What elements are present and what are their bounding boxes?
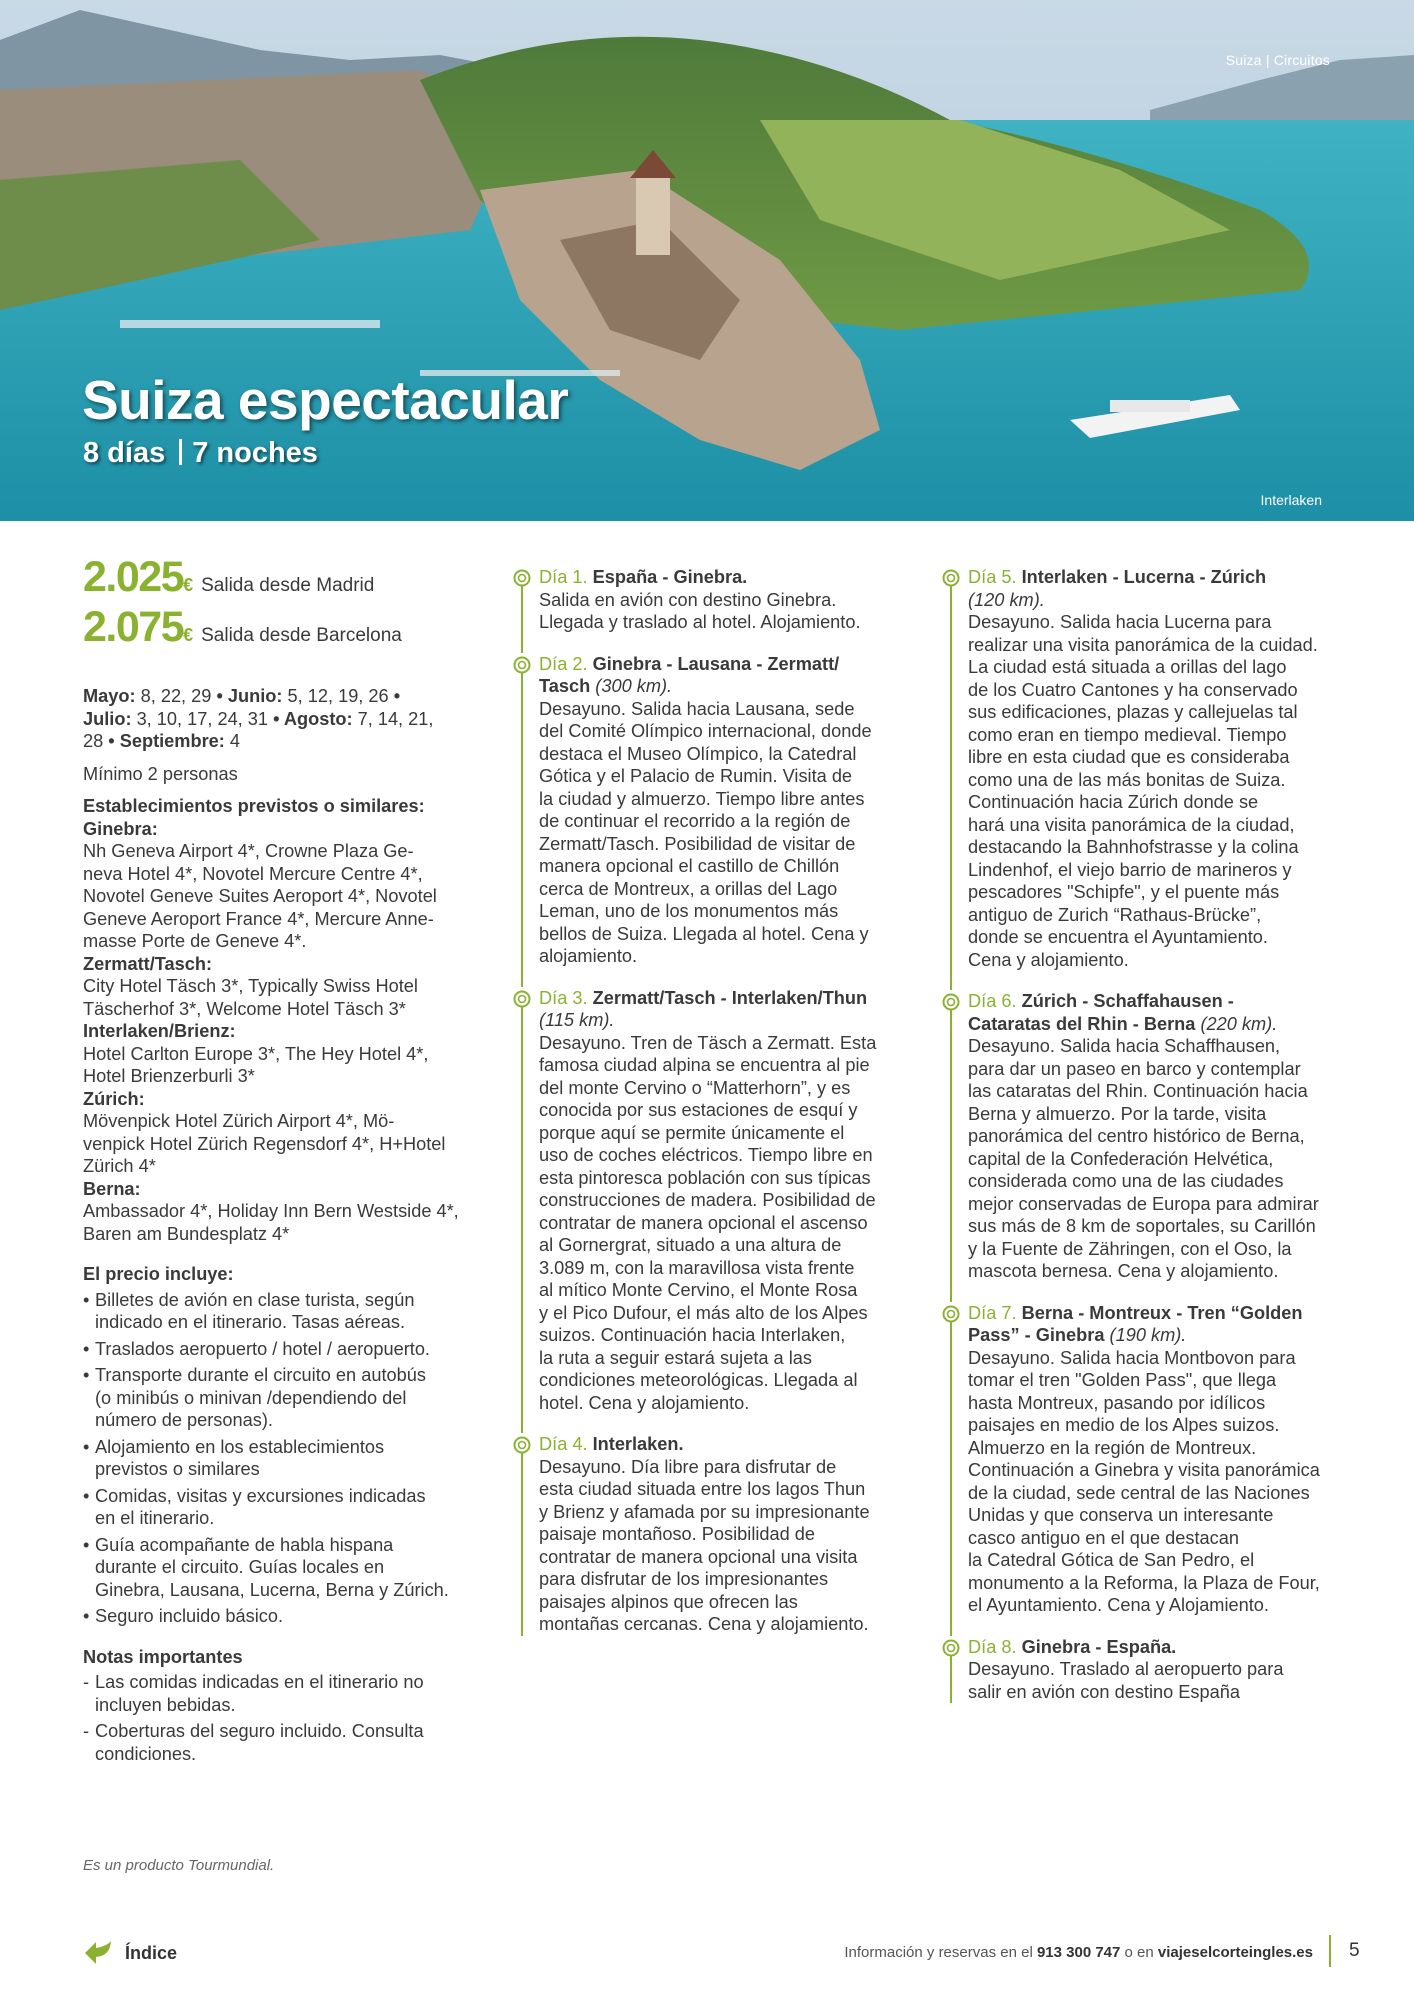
month-dates: 7, 14, 21,	[357, 708, 434, 729]
list-item	[83, 1671, 483, 1716]
hotel-names-line: Zürich 4*	[83, 1156, 156, 1176]
day-route: Zúrich - Schaffahausen -	[1021, 991, 1234, 1011]
day-heading-line	[968, 990, 1337, 1013]
day-description-line: Desayuno. Día libre para disfrutar de	[539, 1456, 837, 1477]
day-description-line: de los Cuatro Cantones y ha conservado	[968, 679, 1298, 700]
day-route: España - Ginebra.	[592, 567, 748, 587]
day-description-line: antiguo de Zurich “Rathaus-Brücke”,	[968, 904, 1262, 925]
index-label: Índice	[125, 1942, 178, 1963]
day-heading-line	[539, 1009, 908, 1032]
day-description-line: sus edificaciones, plazas y callejuelas tal	[968, 702, 1298, 722]
bullet-marker: •	[83, 1485, 90, 1506]
list-item	[83, 1534, 483, 1602]
day-description-line: las cataratas del Rhin. Continuación hacia	[968, 1081, 1308, 1101]
day-heading	[539, 566, 908, 589]
list-item-line: en el itinerario.	[95, 1508, 215, 1528]
photo-caption: Interlaken	[1260, 492, 1322, 508]
bullet-marker: -	[83, 1672, 90, 1692]
bullet-marker: •	[83, 1289, 90, 1310]
price-currency: €	[183, 625, 194, 645]
day-description-line: uso de coches eléctricos. Tiempo libre en	[539, 1145, 873, 1165]
page-title: Suiza espectacular	[82, 369, 569, 431]
itinerary-day	[508, 566, 908, 634]
hotel-city-name: Interlaken/Brienz:	[83, 1021, 236, 1041]
day-description-line: donde se encuentra el Ayuntamiento.	[968, 927, 1268, 947]
month-dates: 28	[83, 731, 104, 751]
list-item-line: condiciones.	[95, 1743, 197, 1764]
day-number: Día 1.	[539, 567, 588, 587]
month-dates: 3, 10, 17, 24, 31	[136, 708, 269, 729]
list-item	[83, 1436, 483, 1481]
hotel-city-name: Zermatt/Tasch:	[83, 953, 213, 974]
notes-title: Notas importantes	[83, 1646, 243, 1667]
list-item-line: Seguro incluido básico.	[95, 1606, 284, 1626]
day-description-line: Salida en avión con destino Ginebra.	[539, 589, 837, 610]
hotel-names-line: venpick Hotel Zürich Regensdorf 4*, H+Hotel	[83, 1133, 446, 1154]
day-route: Berna - Montreux - Tren “Golden	[1021, 1302, 1303, 1323]
day-description-line: esta ciudad situada entre los lagos Thun	[539, 1479, 866, 1499]
day-description-line: porque aquí se permite únicamente el	[539, 1122, 845, 1143]
day-description-line: hotel. Cena y alojamiento.	[539, 1392, 750, 1413]
day-description-line: construcciones de madera. Posibilidad de	[539, 1190, 876, 1210]
month-label: Agosto:	[283, 708, 353, 729]
day-description-line: como una de las más bonitas de Suiza.	[968, 769, 1286, 790]
day-description-line: casco antiguo en el que destacan	[968, 1527, 1239, 1548]
day-description-line: paisajes en medio de los Alpes suizos.	[968, 1415, 1280, 1435]
date-separator: •	[388, 686, 401, 706]
day-description-line: manera opcional el castillo de Chillón	[539, 856, 840, 876]
duration-days: 8 días	[83, 437, 166, 469]
day-description-line: capital de la Confederación Helvética,	[968, 1148, 1274, 1169]
day-heading-line	[968, 589, 1337, 612]
day-description-line: Desayuno. Tren de Täsch a Zermatt. Esta	[539, 1032, 877, 1053]
day-description-line: contratar de manera opcional el ascenso	[539, 1212, 868, 1233]
day-description-line: Leman, uno de los monumentos más	[539, 901, 839, 921]
day-heading-line	[539, 653, 908, 676]
hotel-names-line: masse Porte de Geneve 4*.	[83, 931, 307, 951]
duration-nights: 7 noches	[192, 437, 318, 469]
hotel-city-name: Ginebra:	[83, 818, 158, 839]
day-description-line: destacando la Bahnhofstrasse y la colina	[968, 837, 1299, 857]
day-description-line: la ruta a seguir estará sujeta a las	[539, 1347, 812, 1368]
timeline-node-icon	[513, 990, 531, 1008]
includes-list	[83, 1289, 483, 1628]
day-heading-line	[968, 1013, 1337, 1036]
day-heading	[968, 1302, 1337, 1347]
list-item-line: Coberturas del seguro incluido. Consulta	[95, 1721, 424, 1741]
day-description-line: Zermatt/Tasch. Posibilidad de visitar de	[539, 833, 856, 854]
day-description-line: Cena y alojamiento.	[968, 949, 1129, 970]
day-number: Día 7.	[968, 1302, 1017, 1323]
day-description-line: para disfrutar de los impresionantes	[539, 1569, 829, 1589]
day-description-line: Berna y almuerzo. Por la tarde, visita	[968, 1103, 1267, 1124]
day-number: Día 8.	[968, 1636, 1017, 1657]
month-label: Septiembre:	[119, 731, 225, 751]
itinerary-column-2	[937, 566, 1337, 1722]
date-separator: •	[268, 708, 284, 729]
day-heading-line	[968, 566, 1337, 589]
info-prefix: Información y reservas en el	[844, 1944, 1037, 1961]
day-description-line: La ciudad está situada a orillas del lago	[968, 657, 1287, 677]
day-description-line: condiciones meteorológicas. Llegada al	[539, 1370, 858, 1390]
day-description-line: libre en esta ciudad que es consideraba	[968, 747, 1290, 767]
day-heading-line	[539, 1433, 908, 1456]
day-description-line: y el Pico Dufour, el más alto de los Alpes	[539, 1302, 868, 1323]
section-tag: Suiza | Circuitos	[1225, 52, 1330, 68]
day-description-line: y la Fuente de Zähringen, con el Oso, la	[968, 1238, 1292, 1259]
day-description-line: bellos de Suiza. Llegada al hotel. Cena y	[539, 923, 869, 944]
hotel-names-line: Hotel Brienzerburli 3*	[83, 1066, 255, 1086]
month-dates: 5, 12, 19, 26	[287, 686, 389, 706]
day-number: Día 6.	[968, 991, 1017, 1011]
timeline-node-icon	[942, 569, 960, 587]
price-currency: €	[183, 575, 194, 595]
timeline-rail	[521, 584, 523, 653]
notes-list	[83, 1671, 483, 1765]
day-description-line: de continuar el recorrido a la región de	[539, 811, 851, 831]
phone-number[interactable]: 913 300 747	[1036, 1944, 1121, 1961]
hotel-names-line: Ambassador 4*, Holiday Inn Bern Westside 4*,	[83, 1201, 459, 1221]
list-item-line: incluyen bebidas.	[95, 1694, 236, 1715]
date-separator: •	[103, 731, 120, 751]
hotel-city-block	[83, 818, 483, 953]
day-description-line: Continuación hacia Zúrich donde se	[968, 792, 1259, 812]
day-description-line: alojamiento.	[539, 946, 638, 966]
day-number: Día 4.	[539, 1434, 588, 1454]
day-description-line: panorámica del centro histórico de Berna,	[968, 1126, 1305, 1146]
day-description-line: famosa ciudad alpina se encuentra al pie	[539, 1055, 870, 1075]
list-item-line: Las comidas indicadas en el itinerario no	[95, 1672, 424, 1692]
day-description-line: mejor conservadas de Europa para admirar	[968, 1193, 1319, 1214]
day-description-line: Gótica y el Palacio de Rumin. Visita de	[539, 766, 853, 786]
timeline-node-icon	[942, 1639, 960, 1657]
day-description-line: Desayuno. Salida hacia Lausana, sede	[539, 698, 855, 719]
footer-divider	[1329, 1935, 1331, 1967]
price-amount: 2.075	[83, 603, 184, 651]
day-heading	[539, 1433, 908, 1456]
info-mid: o en	[1120, 1944, 1158, 1961]
back-arrow-icon	[83, 1938, 113, 1968]
list-item	[83, 1485, 483, 1530]
day-description-line: mascota bernesa. Cena y alojamiento.	[968, 1261, 1279, 1281]
day-description-line: montañas cercanas. Cena y alojamiento.	[539, 1614, 869, 1634]
list-item-line: Comidas, visitas y excursiones indicadas	[95, 1485, 426, 1506]
day-description-line: sus más de 8 km de soportales, su Carillón	[968, 1216, 1316, 1236]
month-label: Mayo:	[83, 686, 136, 706]
trip-duration	[83, 437, 318, 470]
day-route: Pass” - Ginebra	[968, 1325, 1105, 1345]
day-description-line: el Ayuntamiento. Cena y Alojamiento.	[968, 1595, 1269, 1615]
day-description-line: y Brienz y afamada por su impresionante	[539, 1501, 870, 1522]
itinerary-day	[508, 1433, 908, 1636]
page-number: 5	[1349, 1940, 1360, 1961]
day-number: Día 2.	[539, 653, 588, 674]
day-description-line: como eran en tiempo medieval. Tiempo	[968, 724, 1287, 745]
includes-title: El precio incluye:	[83, 1264, 234, 1284]
trip-details-column	[83, 553, 483, 1769]
day-description-line: hasta Montreux, pasando por idílicos	[968, 1392, 1266, 1413]
day-distance: (220 km).	[1200, 1013, 1278, 1034]
list-item-line: Ginebra, Lausana, Lucerna, Berna y Zúrich.	[95, 1579, 449, 1600]
hotel-names-line: Novotel Geneve Suites Aeroport 4*, Novotel	[83, 886, 437, 906]
day-number: Día 5.	[968, 567, 1017, 587]
day-description-line: Lindenhof, el viejo barrio de marineros y	[968, 859, 1292, 880]
hotel-city-block	[83, 1020, 483, 1088]
hotel-names-line: Täscherhof 3*, Welcome Hotel Täsch 3*	[83, 998, 406, 1019]
day-description-line: conocida por sus estaciones de esquí y	[539, 1100, 858, 1120]
day-description-line: tomar el tren "Golden Pass", que llega	[968, 1370, 1277, 1390]
timeline-node-icon	[513, 656, 531, 674]
list-item-line: indicado en el itinerario. Tasas aéreas.	[95, 1312, 406, 1332]
day-description-line: considerada como una de las ciudades	[968, 1171, 1284, 1191]
hotel-names-line: Mövenpick Hotel Zürich Airport 4*, Mö-	[83, 1111, 395, 1131]
day-route: Zermatt/Tasch - Interlaken/Thun	[592, 987, 868, 1008]
day-description-line: monumento a la Reforma, la Plaza de Four,	[968, 1572, 1320, 1593]
bullet-marker: -	[83, 1721, 90, 1741]
departure-dates	[83, 685, 483, 753]
day-description-line: Desayuno. Salida hacia Montbovon para	[968, 1347, 1296, 1368]
itinerary-day	[937, 990, 1337, 1283]
duration-divider	[179, 439, 182, 465]
day-description-line: Desayuno. Traslado al aeropuerto para	[968, 1659, 1284, 1679]
day-distance: (120 km).	[968, 589, 1045, 610]
day-description-line: al mítico Monte Cervino, el Monte Rosa	[539, 1280, 858, 1300]
day-description-line: la Catedral Gótica de San Pedro, el	[968, 1550, 1255, 1570]
day-route: Ginebra - Lausana - Zermatt/	[592, 653, 840, 674]
hotels-list	[83, 818, 483, 1246]
timeline-rail	[950, 1654, 952, 1704]
day-route: Interlaken.	[592, 1434, 684, 1454]
timeline-node-icon	[513, 1436, 531, 1454]
hotel-names-line: Baren am Bundesplatz 4*	[83, 1223, 290, 1244]
day-description-line: esta pintoresca población con sus típicas	[539, 1167, 871, 1188]
hotel-city-block	[83, 1088, 483, 1178]
list-item	[83, 1605, 483, 1628]
list-item-line: Guía acompañante de habla hispana	[95, 1534, 394, 1555]
price-barcelona	[83, 603, 483, 666]
month-dates: 4	[229, 731, 241, 751]
price-amount: 2.025	[83, 553, 184, 601]
hotel-city-block	[83, 953, 483, 1021]
day-distance: (115 km).	[539, 1010, 615, 1030]
hotel-names-line: City Hotel Täsch 3*, Typically Swiss Hotel	[83, 976, 418, 996]
day-description-line: hará una visita panorámica de la ciudad,	[968, 814, 1295, 835]
itinerary-day	[937, 566, 1337, 971]
day-heading	[539, 987, 908, 1032]
itinerary-day	[937, 1302, 1337, 1617]
hotel-city-block	[83, 1178, 483, 1246]
day-distance: (300 km).	[595, 676, 673, 696]
bullet-marker: •	[83, 1338, 90, 1359]
itinerary-column-1	[508, 566, 908, 1655]
timeline-rail	[950, 1320, 952, 1636]
hotels-title: Establecimientos previstos o similares:	[83, 796, 425, 816]
timeline-rail	[521, 1005, 523, 1434]
timeline-rail	[950, 584, 952, 990]
price-label: Salida desde Barcelona	[201, 625, 402, 646]
timeline-node-icon	[942, 1305, 960, 1323]
day-description-line: contratar de manera opcional una visita	[539, 1546, 858, 1567]
list-item	[83, 1720, 483, 1765]
day-route: Ginebra - España.	[1021, 1636, 1177, 1657]
day-heading-line	[539, 987, 908, 1010]
hotel-names-line: neva Hotel 4*, Novotel Mercure Centre 4*,	[83, 863, 423, 884]
timeline-rail	[521, 1451, 523, 1636]
timeline-node-icon	[942, 993, 960, 1011]
day-route: Tasch	[539, 676, 591, 696]
contact-info	[844, 1944, 1313, 1961]
day-route: Interlaken - Lucerna - Zúrich	[1021, 567, 1267, 587]
list-item-line: Alojamiento en los establecimientos	[95, 1436, 385, 1457]
day-description-line: de la ciudad, sede central de las Naciones	[968, 1482, 1310, 1503]
minimum-people: Mínimo 2 personas	[83, 763, 238, 784]
timeline-rail	[521, 671, 523, 987]
day-distance: (190 km).	[1109, 1325, 1187, 1345]
hotel-names-line: Nh Geneva Airport 4*, Crowne Plaza Ge-	[83, 841, 414, 861]
product-note: Es un producto Tourmundial.	[83, 1857, 275, 1874]
list-item-line: previstos o similares	[95, 1459, 260, 1479]
date-separator: •	[211, 686, 228, 706]
day-heading-line	[968, 1636, 1337, 1659]
list-item	[83, 1289, 483, 1334]
list-item	[83, 1338, 483, 1361]
month-dates: 8, 22, 29	[140, 686, 212, 706]
hotel-city-name: Zúrich:	[83, 1088, 145, 1109]
itinerary-day	[937, 1636, 1337, 1704]
day-description-line: paisajes alpinos que ofrecen las	[539, 1591, 798, 1612]
day-description-line: paisaje montañoso. Posibilidad de	[539, 1524, 816, 1544]
day-description-line: para dar un paseo en barco y contemplar	[968, 1058, 1301, 1079]
day-description-line: pescadores "Schipfe", y el puente más	[968, 882, 1280, 902]
bullet-marker: •	[83, 1365, 90, 1385]
day-description-line: salir en avión con destino España	[968, 1681, 1240, 1702]
hotel-names-line: Geneve Aeroport France 4*, Mercure Anne-	[83, 908, 434, 929]
price-label: Salida desde Madrid	[201, 575, 375, 596]
day-heading-line	[968, 1302, 1337, 1325]
day-description-line: 3.089 m, con la maravillosa vista frente	[539, 1257, 855, 1278]
day-number: Día 3.	[539, 987, 588, 1008]
website-link[interactable]: viajeselcorteingles.es	[1157, 1944, 1313, 1961]
hotel-names-line: Hotel Carlton Europe 3*, The Hey Hotel 4*,	[83, 1043, 429, 1064]
day-description-line: del monte Cervino o “Matterhorn”, y es	[539, 1077, 851, 1098]
day-description-line: Almuerzo en la región de Montreux.	[968, 1437, 1257, 1458]
hero-banner	[0, 0, 1414, 521]
day-route: Cataratas del Rhin - Berna	[968, 1013, 1196, 1034]
day-description-line: suizos. Continuación hacia Interlaken,	[539, 1325, 846, 1345]
day-heading	[968, 1636, 1337, 1659]
month-label: Junio:	[227, 686, 283, 706]
day-description-line: Unidas y que conserva un interesante	[968, 1505, 1274, 1525]
list-item	[83, 1364, 483, 1432]
itinerary-day	[508, 987, 908, 1415]
timeline-rail	[950, 1008, 952, 1302]
list-item-line: Traslados aeropuerto / hotel / aeropuerto.	[95, 1338, 430, 1359]
bullet-marker: •	[83, 1606, 90, 1626]
day-description-line: Continuación a Ginebra y visita panorámica	[968, 1460, 1320, 1480]
index-link[interactable]	[83, 1938, 177, 1968]
timeline-node-icon	[513, 569, 531, 587]
day-description-line: Llegada y traslado al hotel. Alojamiento.	[539, 612, 861, 632]
day-heading-line	[968, 1324, 1337, 1347]
hotel-city-name: Berna:	[83, 1178, 141, 1199]
itinerary-day	[508, 653, 908, 968]
list-item-line: (o minibús o minivan /dependiendo del	[95, 1387, 407, 1408]
day-description-line: Desayuno. Salida hacia Lucerna para	[968, 612, 1272, 632]
bullet-marker: •	[83, 1436, 90, 1457]
month-label: Julio:	[83, 708, 132, 729]
day-heading-line	[539, 566, 908, 589]
day-heading	[539, 653, 908, 698]
list-item-line: Billetes de avión en clase turista, según	[95, 1289, 415, 1310]
day-description-line: del Comité Olímpico internacional, donde	[539, 721, 872, 741]
day-description-line: Desayuno. Salida hacia Schaffhausen,	[968, 1036, 1281, 1056]
day-description-line: realizar una visita panorámica de la cuidad.	[968, 634, 1318, 655]
day-description-line: destaca el Museo Olímpico, la Catedral	[539, 743, 857, 764]
list-item-line: durante el circuito. Guías locales en	[95, 1557, 385, 1577]
day-heading	[968, 566, 1337, 611]
day-description-line: la ciudad y almuerzo. Tiempo libre antes	[539, 788, 865, 809]
bullet-marker: •	[83, 1534, 90, 1555]
list-item-line: número de personas).	[95, 1410, 273, 1430]
day-description-line: al Gornergrat, situado a una altura de	[539, 1235, 842, 1255]
day-description-line: cerca de Montreux, a orillas del Lago	[539, 878, 838, 899]
day-heading	[968, 990, 1337, 1035]
list-item-line: Transporte durante el circuito en autobús	[95, 1365, 426, 1385]
day-heading-line	[539, 675, 908, 698]
